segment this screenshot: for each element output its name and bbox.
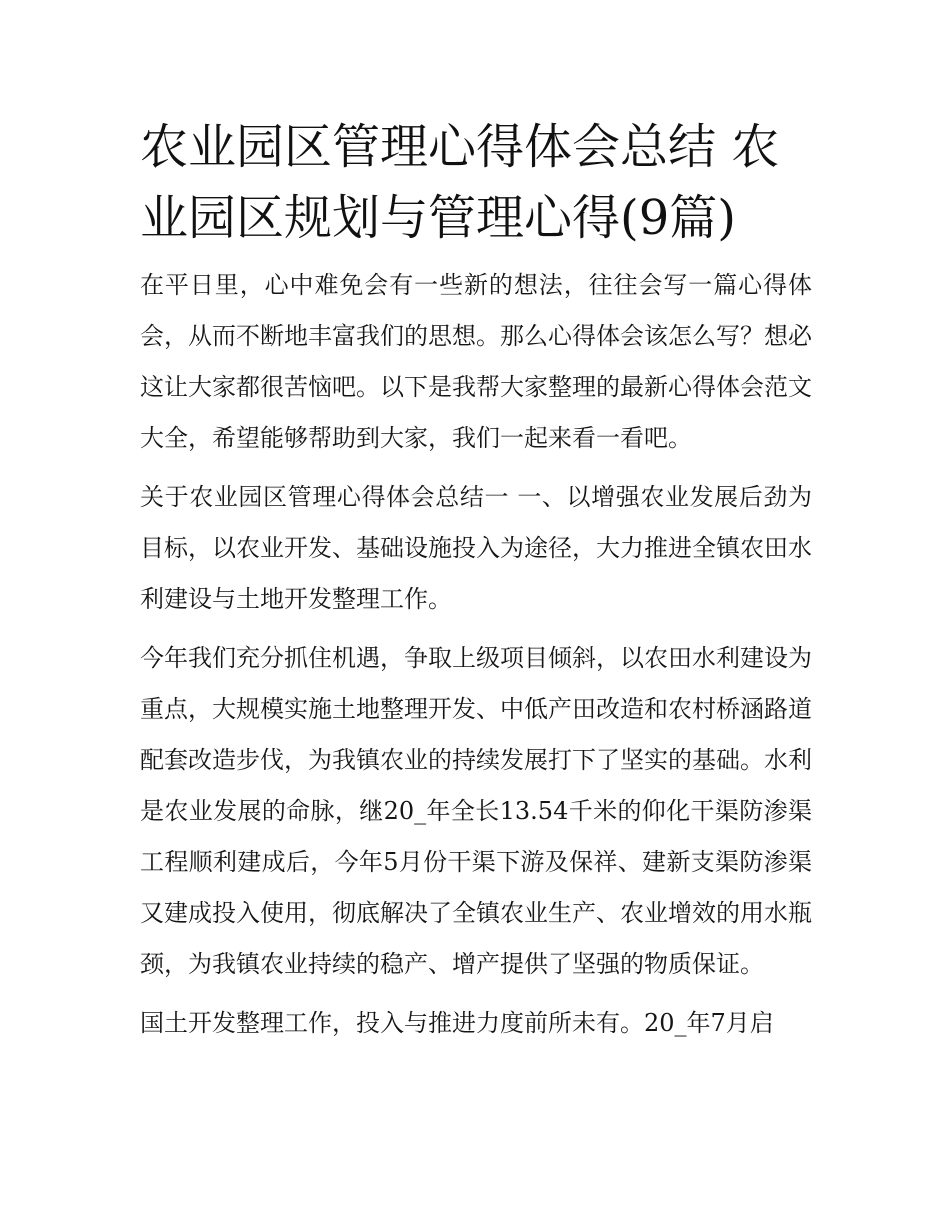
document-title: 农业园区管理心得体会总结 农业园区规划与管理心得(9篇) — [140, 119, 780, 246]
document-page — [140, 112, 812, 1049]
paragraph-section-one: 关于农业园区管理心得体会总结一 一、以增强农业发展后劲为目标，以农业开发、基础设施投入为途径，大力推进全镇农田水利建设与土地开发整理工作。 — [140, 483, 812, 613]
paragraph-land-development: 国土开发整理工作，投入与推进力度前所未有。20_年7月启 — [140, 1009, 774, 1037]
paragraph-water-conservancy: 今年我们充分抓住机遇，争取上级项目倾斜，以农田水利建设为重点，大规模实施土地整理开发、中低产田改造和农村桥涵路道配套改造步伐，为我镇农业的持续发展打下了坚实的基础。水利是农业发展的命脉，继20_年全长13.54千米的仰化干渠防渗渠工程顺利建成后，今年5月份干渠下游及保祥、建新支渠防渗渠又建成投入使用，彻底解决了全镇农业生产、农业增效的用水瓶颈，为我镇农业持续的稳产、增产提供了坚强的物质保证。 — [140, 644, 812, 978]
paragraph-intro: 在平日里，心中难免会有一些新的想法，往往会写一篇心得体会，从而不断地丰富我们的思想。那么心得体会该怎么写？想必这让大家都很苦恼吧。以下是我帮大家整理的最新心得体会范文大全，希望能够帮助到大家，我们一起来看一看吧。 — [140, 271, 812, 452]
